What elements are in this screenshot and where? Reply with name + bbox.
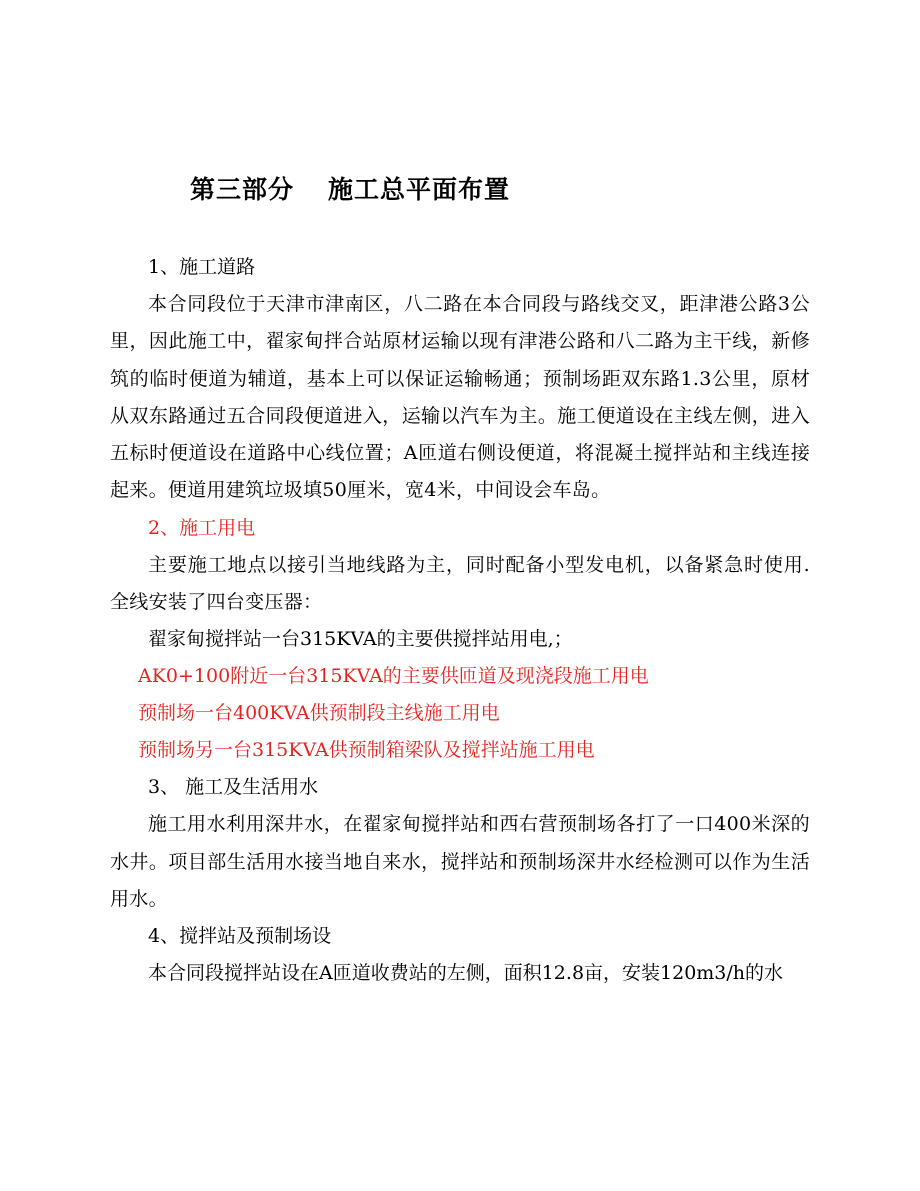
section-heading-station: 4、搅拌站及预制场设 xyxy=(148,925,332,948)
title-part: 第三部分 xyxy=(190,175,295,204)
paragraph-power: 主要施工地点以接引当地线路为主，同时配备小型发电机，以备紧急时使用.全线安装了四台变压器： xyxy=(110,553,810,614)
power-item-1: 翟家甸搅拌站一台315KVA的主要供搅拌站用电,； xyxy=(148,628,573,651)
power-item-3: 预制场一台400KVA供预制段主线施工用电 xyxy=(138,702,500,725)
title-name: 施工总平面布置 xyxy=(328,175,511,204)
document-body xyxy=(110,249,810,992)
page-title xyxy=(190,170,510,206)
section-heading-road: 1、施工道路 xyxy=(148,256,256,278)
power-item-4: 预制场另一台315KVA供预制箱梁队及搅拌站施工用电 xyxy=(138,739,595,762)
power-item-2: AK0+100附近一台315KVA的主要供匝道及现浇段施工用电 xyxy=(138,665,649,688)
section-heading-water: 3、 施工及生活用水 xyxy=(148,776,319,799)
paragraph-station: 本合同段搅拌站设在A匝道收费站的左侧，面积12.8亩，安装120m3/h的水 xyxy=(148,962,784,985)
section-heading-power: 2、施工用电 xyxy=(148,516,256,539)
paragraph-road: 本合同段位于天津市津南区，八二路在本合同段与路线交叉，距津港公路3公里，因此施工中，翟家甸拌合站原材运输以现有津港公路和八二路为主干线，新修筑的临时便道为辅道，基本上可以保证运输畅通；预制场距双东路1.3公里，原材从双东路通过五合同段便道进入，运输以汽车为主。施工便道设在主线左侧，进入五标时便道设在道路中心线位置；A匝道右侧设便道，将混凝土搅拌站和主线连接起来。便道用建筑垃圾填50厘米，宽4米，中间设会车岛。 xyxy=(110,293,810,502)
paragraph-water: 施工用水利用深井水，在翟家甸搅拌站和西右营预制场各打了一口400米深的水井。项目部生活用水接当地自来水，搅拌站和预制场深井水经检测可以作为生活用水。 xyxy=(110,813,810,910)
